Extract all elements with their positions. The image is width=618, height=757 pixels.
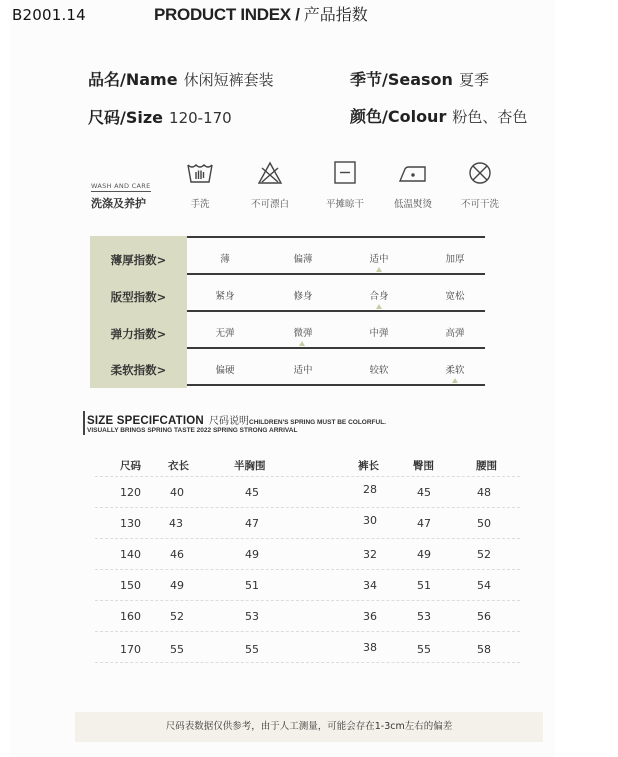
table-cell: 45 [417, 486, 431, 499]
index-option: 较软 [369, 365, 389, 376]
table-header-cell: 腰围 [476, 460, 497, 472]
measurement-note: 尺码表数据仅供参考，由于人工测量，可能会存在1-3cm左右的偏差 [75, 712, 543, 742]
index-label-elasticity: 弹力指数> [110, 327, 167, 341]
table-cell: 48 [477, 486, 491, 499]
dry-flat-icon [330, 160, 360, 186]
index-option: 紧身 [215, 291, 235, 302]
table-cell: 32 [363, 548, 377, 561]
table-row [95, 570, 520, 601]
care-item-hand-wash [170, 160, 230, 210]
care-heading [91, 173, 151, 211]
spec-title-zh: 尺码说明 [209, 416, 250, 427]
info-size-label: 尺码/Size [88, 108, 164, 127]
index-row-elasticity [187, 312, 485, 349]
table-cell: 56 [477, 610, 491, 623]
info-name-label: 品名/Name [88, 70, 178, 89]
sku-code: B2001.14 [12, 6, 86, 24]
table-cell: 49 [417, 548, 431, 561]
table-cell: 150 [120, 579, 141, 592]
index-marker-icon [452, 378, 458, 383]
index-marker-icon [376, 304, 382, 309]
care-label: 平摊晾干 [325, 199, 364, 210]
care-item-no-bleach [240, 160, 300, 210]
table-cell: 51 [417, 579, 431, 592]
table-header-cell: 臀围 [413, 460, 434, 472]
index-label-thickness: 薄厚指数> [110, 253, 167, 267]
table-cell: 55 [417, 643, 431, 656]
table-cell: 30 [363, 514, 377, 527]
table-cell: 120 [120, 486, 141, 499]
page-title-en: PRODUCT INDEX / [154, 5, 300, 24]
spec-tagline: CHILDREN'S SPRING MUST BE COLORFUL. [249, 419, 386, 426]
index-option-selected: 适中 [369, 254, 389, 265]
table-cell: 160 [120, 610, 141, 623]
care-heading-en: WASH AND CARE [91, 182, 151, 190]
table-cell: 34 [363, 579, 377, 592]
table-cell: 52 [170, 610, 184, 623]
index-label-fit: 版型指数> [110, 290, 167, 304]
table-cell: 140 [120, 548, 141, 561]
table-header-cell: 尺码 [120, 460, 141, 472]
index-row-thickness [187, 238, 485, 275]
size-table [95, 452, 520, 663]
care-item-no-dry-clean [450, 160, 510, 210]
table-cell: 38 [363, 641, 377, 654]
care-label: 不可漂白 [250, 199, 289, 210]
table-cell: 45 [245, 486, 259, 499]
info-size-value: 120-170 [169, 109, 232, 127]
info-season-label: 季节/Season [350, 70, 453, 89]
table-cell: 55 [170, 643, 184, 656]
table-header-cell: 半胸围 [234, 460, 266, 472]
index-row-softness [187, 349, 485, 386]
info-size [88, 105, 232, 128]
index-option: 加厚 [445, 254, 465, 265]
care-heading-zh: 洗涤及养护 [91, 197, 146, 210]
index-option: 宽松 [445, 291, 465, 302]
table-cell: 53 [417, 610, 431, 623]
table-row [95, 632, 520, 663]
table-cell: 40 [170, 486, 184, 499]
index-option: 适中 [293, 365, 313, 376]
care-label: 低温熨烫 [393, 199, 432, 210]
info-name [88, 67, 274, 90]
index-option: 修身 [293, 291, 313, 302]
info-season-value: 夏季 [458, 71, 489, 89]
spec-accent-bar [83, 411, 85, 435]
table-cell: 46 [170, 548, 184, 561]
info-name-value: 休闲短裤套装 [183, 71, 274, 89]
table-header-cell: 衣长 [168, 460, 189, 472]
care-label: 不可干洗 [460, 199, 499, 210]
table-cell: 52 [477, 548, 491, 561]
page-title [154, 2, 368, 25]
page-title-zh: 产品指数 [303, 5, 368, 24]
index-option-selected: 微弹 [293, 328, 313, 339]
spec-title [87, 409, 386, 428]
table-cell: 43 [169, 517, 183, 530]
table-header-cell: 裤长 [358, 460, 379, 472]
info-colour-value: 粉色、杏色 [452, 108, 528, 126]
no-dry-clean-icon [465, 160, 495, 186]
index-option-selected: 合身 [369, 291, 389, 302]
spec-subline: VISUALLY BRINGS SPRING TASTE 2022 SPRING STRONG ARRIVAL [87, 427, 298, 434]
index-option: 中弹 [369, 328, 389, 339]
table-cell: 50 [477, 517, 491, 530]
index-option: 高弹 [445, 328, 465, 339]
table-row [95, 539, 520, 570]
table-cell: 170 [120, 643, 141, 656]
table-row [95, 477, 520, 508]
table-cell: 53 [245, 610, 259, 623]
index-option-selected: 柔软 [445, 365, 465, 376]
spec-title-en: SIZE SPECIFCATION [87, 415, 204, 427]
index-option: 偏薄 [293, 254, 313, 265]
table-cell: 47 [245, 517, 259, 530]
table-cell: 28 [363, 483, 377, 496]
index-label-softness: 柔软指数> [110, 363, 167, 377]
care-label: 手洗 [190, 199, 210, 210]
no-bleach-icon [255, 160, 285, 186]
index-row-fit [187, 275, 485, 312]
hand-wash-icon [185, 160, 215, 186]
index-divider [187, 384, 485, 386]
info-colour-label: 颜色/Colour [350, 107, 447, 126]
table-cell: 51 [245, 579, 259, 592]
table-cell: 130 [120, 517, 141, 530]
care-item-low-iron [383, 160, 443, 210]
index-option: 偏硬 [215, 365, 235, 376]
table-cell: 49 [245, 548, 259, 561]
info-season [350, 67, 489, 90]
table-cell: 54 [477, 579, 491, 592]
index-option: 薄 [220, 254, 230, 265]
table-header-row [95, 452, 520, 477]
care-item-dry-flat [315, 160, 375, 210]
table-row [95, 508, 520, 539]
table-cell: 58 [477, 643, 491, 656]
table-cell: 36 [363, 610, 377, 623]
table-row [95, 601, 520, 632]
table-cell: 47 [417, 517, 431, 530]
table-cell: 49 [170, 579, 184, 592]
table-cell: 55 [245, 643, 259, 656]
index-marker-icon [299, 341, 305, 346]
index-marker-icon [376, 267, 382, 272]
info-colour [350, 104, 527, 127]
low-iron-icon [397, 160, 429, 186]
index-option: 无弹 [215, 328, 235, 339]
